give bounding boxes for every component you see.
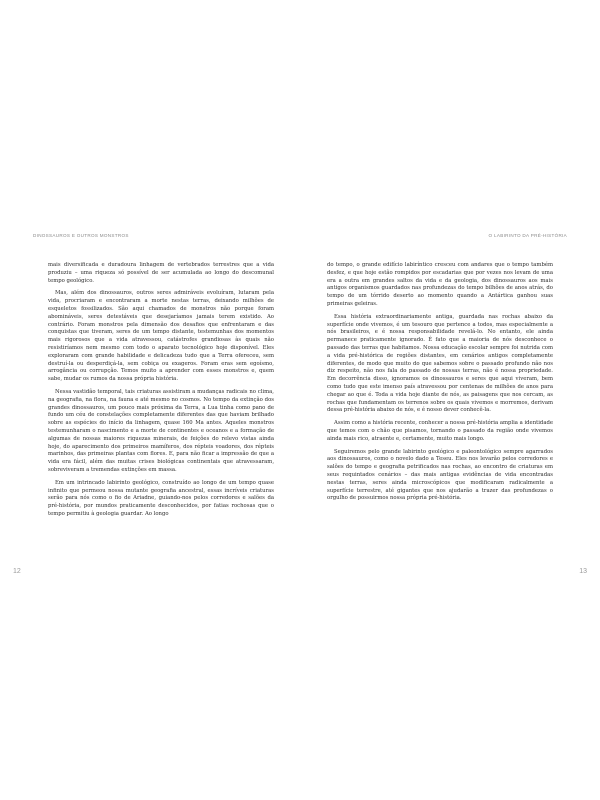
paragraph: Mas, além dos dinossauros, outros seres admiráveis evoluíram, lutaram pela vida, procriaram e encontraram a morte nestas terras, deixando milhões de esqueletos fossilizados. São aqui chamados de monstros não porque foram abomináveis, seres detestáveis que desejaríamos jamais terem existido. Ao contrário. Foram monstros pela dimensão dos desafios que enfrentaram e das conquistas que tiveram, seres de um tempo distante, testemunhas dos momentos mais rigorosos que a vida atravessou, catástrofes grandiosas às quais não resistiríamos nem mesmo com todo o aparato tecnológico hoje disponível. Eles exploraram com grande habilidade e delicadeza tudo que a Terra ofereceu, sem destruí-la ou desperdiçá-la, sem cobiça ou exageros. Foram eras sem egoísmo, arrogância ou corrupção. Temos muito a aprender com esses monstros e, quem sabe, mudar os rumos da nossa própria história. (48, 290, 274, 383)
paragraph: Seguiremos pelo grande labirinto geológico e paleontológico sempre agarrados aos dinossauros, como o novelo dado a Teseu. Eles nos levarão pelos corredores e salões do tempo e geografia petrificados nas rochas, ao encontro de criaturas em seus requintados cenários – das mais antigas evidências de vida encontradas nestas terras, seres ainda microscópicos que modificaram radicalmente a superfície terrestre, até gigantes que nos ajudarão a trazer das profundezas o orgulho de possuirmos nossa própria pré-história. (327, 448, 553, 502)
paragraph: Em um intrincado labirinto geológico, construído ao longo de um tempo quase infinito que permeou nossa mutante geografia ancestral, essas incríveis criaturas serão para nós como o fio de Ariadne, guiando-nos pelos corredores e salões da pré-história, por mundos praticamente desconhecidos, por fatias rochosas que o tempo permitiu à geologia guardar. Ao longo (48, 479, 274, 517)
paragraph: Assim como a história recente, conhecer a nossa pré-história amplia a identidade que temos com o chão que pisamos, tornando o passado da região onde vivemos ainda mais rico, atraente e, certamente, muito mais longo. (327, 420, 553, 442)
paragraph: Nessa vastidão temporal, tais criaturas assistiram a mudanças radicais no clima, na geografia, na flora, na fauna e até mesmo no cosmos. No tempo da extinção dos grandes dinossauros, um pouco mais próxima da Terra, a Lua tinha como pano de fundo um céu de constelações completamente diferentes das que haviam brilhado sobre as espécies do início da linhagem, quase 160 Ma antes. Aqueles monstros testemunharam o nascimento e a morte de continentes e oceanos e a formação de algumas de nossas maiores riquezas minerais, de feições do relevo vistas ainda hoje, do aparecimento dos primeiros mamíferos, dos répteis voadores, dos répteis marinhos, das primeiras plantas com flores. E, para não ficar a impressão de que a vida era fácil, além das muitas crises biológicas continentais que atravessaram, sobreviveram a tremendas extinções em massa. (48, 388, 274, 473)
running-head-left: DINOSSAUROS E OUTROS MONSTROS (33, 233, 129, 238)
paragraph: Essa história extraordinariamente antiga, guardada nas rochas abaixo da superfície onde vivemos, é um tesouro que pertence a todos, mas especialmente a nós brasileiros, e é nossa responsabilidade revelá-lo. No entanto, ele ainda permanece praticamente ignorado. É fato que a maioria de nós desconhece o passado das terras que habitamos. Nossa educação escolar sempre foi nutrida com a vida pré-histórica de regiões distantes, em cenários antigos completamente diferentes, de modo que muito do que sabemos sobre o passado profundo não nos diz respeito, não nos fala do passado de nossas terras, não é nossa propriedade. Em decorrência disso, ignoramos os dinossauros e seres que aqui viveram, bem como tudo que este imenso país atravessou por centenas de milhões de anos para chegar ao que é. Toda a vida hoje diante de nós, as paisagens que nos cercam, as rochas que fundamentam os terrenos sobre os quais vivemos e morremos, derivam dessa pré-história abaixo de nós, e é nosso dever conhecê-la. (327, 313, 553, 414)
right-page-column (327, 262, 553, 508)
left-page-column (48, 262, 274, 524)
page-number-right: 13 (579, 568, 587, 575)
paragraph: do tempo, o grande edifício labiríntico cresceu com andares que o tempo também desfez, e que hoje estão rompidos por escadarias que por vezes nos levam de uma era a outra em grandes saltos da vida e da geologia, dos dinossauros aos mais antigos organismos guardados nas profundezas do tempo bilhões de anos atrás, do tempo de um tórrido deserto ao momento quando a Antártica ganhou suas primeiras geleiras. (327, 262, 553, 307)
paragraph: mais diversificada e duradoura linhagem de vertebrados terrestres que a vida produziu – uma riqueza só possível de ser acumulada ao longo do descomunal tempo geológico. (48, 262, 274, 284)
page-number-left: 12 (13, 568, 21, 575)
running-head-right: O LABIRINTO DA PRÉ-HISTÓRIA (488, 233, 567, 238)
